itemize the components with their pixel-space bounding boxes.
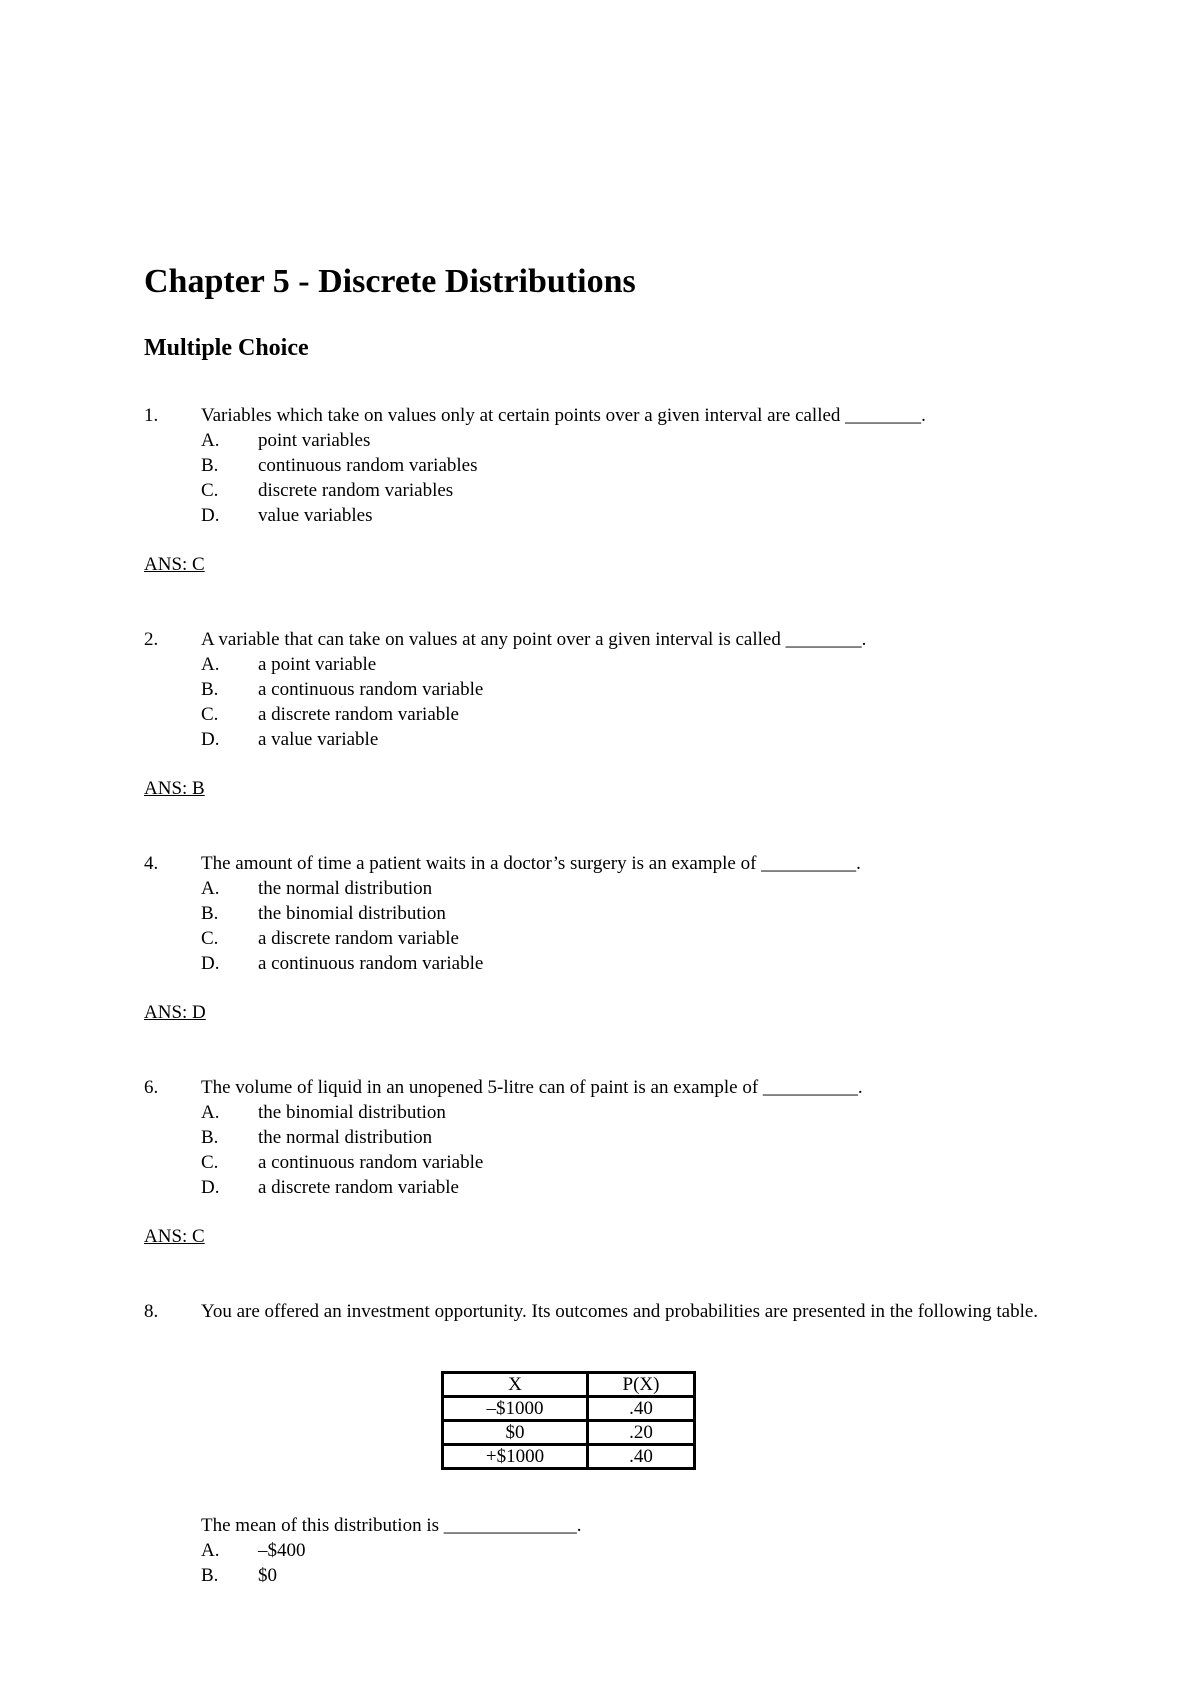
option-c (0, 926, 1200, 951)
option-c (0, 1150, 1200, 1175)
option-b (0, 677, 1200, 702)
option-letter: B. (201, 679, 219, 700)
option-letter: C. (201, 1152, 219, 1173)
answer-1: ANS: C (144, 554, 205, 575)
question-8 (0, 1299, 1200, 1349)
option-letter: C. (201, 704, 219, 725)
question-number: 6. (144, 1077, 159, 1098)
table-row (443, 1421, 695, 1445)
answer-6: ANS: C (144, 1226, 205, 1247)
option-letter: A. (201, 430, 220, 451)
table-cell: .40 (588, 1397, 695, 1421)
option-b (0, 901, 1200, 926)
question-number: 8. (144, 1301, 159, 1322)
option-letter: D. (201, 505, 220, 526)
option-letter: A. (201, 1102, 220, 1123)
option-letter: C. (201, 928, 219, 949)
option-d (0, 951, 1200, 976)
option-letter: B. (201, 1565, 219, 1586)
option-b (0, 1563, 1200, 1588)
option-text: $0 (258, 1565, 277, 1586)
option-text: point variables (258, 430, 371, 451)
table-header-cell: X (443, 1373, 588, 1397)
outcome-probability-table (441, 1371, 696, 1470)
option-text: the normal distribution (258, 878, 433, 899)
option-a (0, 1538, 1200, 1563)
table-cell: .40 (588, 1445, 695, 1469)
option-c (0, 478, 1200, 503)
option-text: value variables (258, 505, 373, 526)
table-cell: –$1000 (443, 1397, 588, 1421)
option-letter: B. (201, 455, 219, 476)
question-text: The volume of liquid in an unopened 5-litre can of paint is an example of __________. (201, 1077, 863, 1098)
option-text: a discrete random variable (258, 1177, 459, 1198)
option-a (0, 1100, 1200, 1125)
question-number: 2. (144, 629, 159, 650)
option-letter: B. (201, 903, 219, 924)
option-letter: B. (201, 1127, 219, 1148)
table-cell: $0 (443, 1421, 588, 1445)
option-text: a continuous random variable (258, 1152, 484, 1173)
answer-2: ANS: B (144, 778, 205, 799)
question-2 (0, 627, 1200, 752)
option-text: a point variable (258, 654, 377, 675)
table-header-row (443, 1373, 695, 1397)
question-text: Variables which take on values only at certain points over a given interval are called ________. (201, 405, 926, 426)
option-d (0, 503, 1200, 528)
option-text: continuous random variables (258, 455, 478, 476)
option-letter: D. (201, 953, 220, 974)
question-8-options (0, 1538, 1200, 1588)
option-letter: A. (201, 654, 220, 675)
question-number: 4. (144, 853, 159, 874)
table-row (443, 1397, 695, 1421)
question-1 (0, 403, 1200, 528)
option-text: the binomial distribution (258, 1102, 446, 1123)
option-letter: A. (201, 1540, 220, 1561)
question-4 (0, 851, 1200, 976)
section-heading: Multiple Choice (144, 335, 309, 361)
option-b (0, 453, 1200, 478)
question-text: You are offered an investment opportunity. Its outcomes and probabilities are presented in the following table. (201, 1301, 1039, 1322)
option-text: a discrete random variable (258, 928, 459, 949)
option-a (0, 876, 1200, 901)
option-b (0, 1125, 1200, 1150)
option-text: a discrete random variable (258, 704, 459, 725)
option-text: the binomial distribution (258, 903, 446, 924)
answer-4: ANS: D (144, 1002, 206, 1023)
question-6 (0, 1075, 1200, 1200)
table-cell: .20 (588, 1421, 695, 1445)
option-text: a continuous random variable (258, 679, 484, 700)
option-c (0, 702, 1200, 727)
option-text: a continuous random variable (258, 953, 484, 974)
table-row (443, 1445, 695, 1469)
table-header-cell: P(X) (588, 1373, 695, 1397)
option-text: –$400 (258, 1540, 306, 1561)
chapter-title: Chapter 5 - Discrete Distributions (144, 263, 636, 300)
question-text: A variable that can take on values at any point over a given interval is called ________. (201, 629, 867, 650)
question-number: 1. (144, 405, 159, 426)
option-text: the normal distribution (258, 1127, 433, 1148)
question-8-prompt: The mean of this distribution is ______________. (201, 1515, 582, 1536)
option-text: a value variable (258, 729, 379, 750)
option-letter: C. (201, 480, 219, 501)
option-a (0, 428, 1200, 453)
option-a (0, 652, 1200, 677)
option-text: discrete random variables (258, 480, 454, 501)
table-cell: +$1000 (443, 1445, 588, 1469)
option-d (0, 1175, 1200, 1200)
option-letter: D. (201, 1177, 220, 1198)
option-letter: A. (201, 878, 220, 899)
option-d (0, 727, 1200, 752)
option-letter: D. (201, 729, 220, 750)
question-text: The amount of time a patient waits in a doctor’s surgery is an example of __________. (201, 853, 861, 874)
